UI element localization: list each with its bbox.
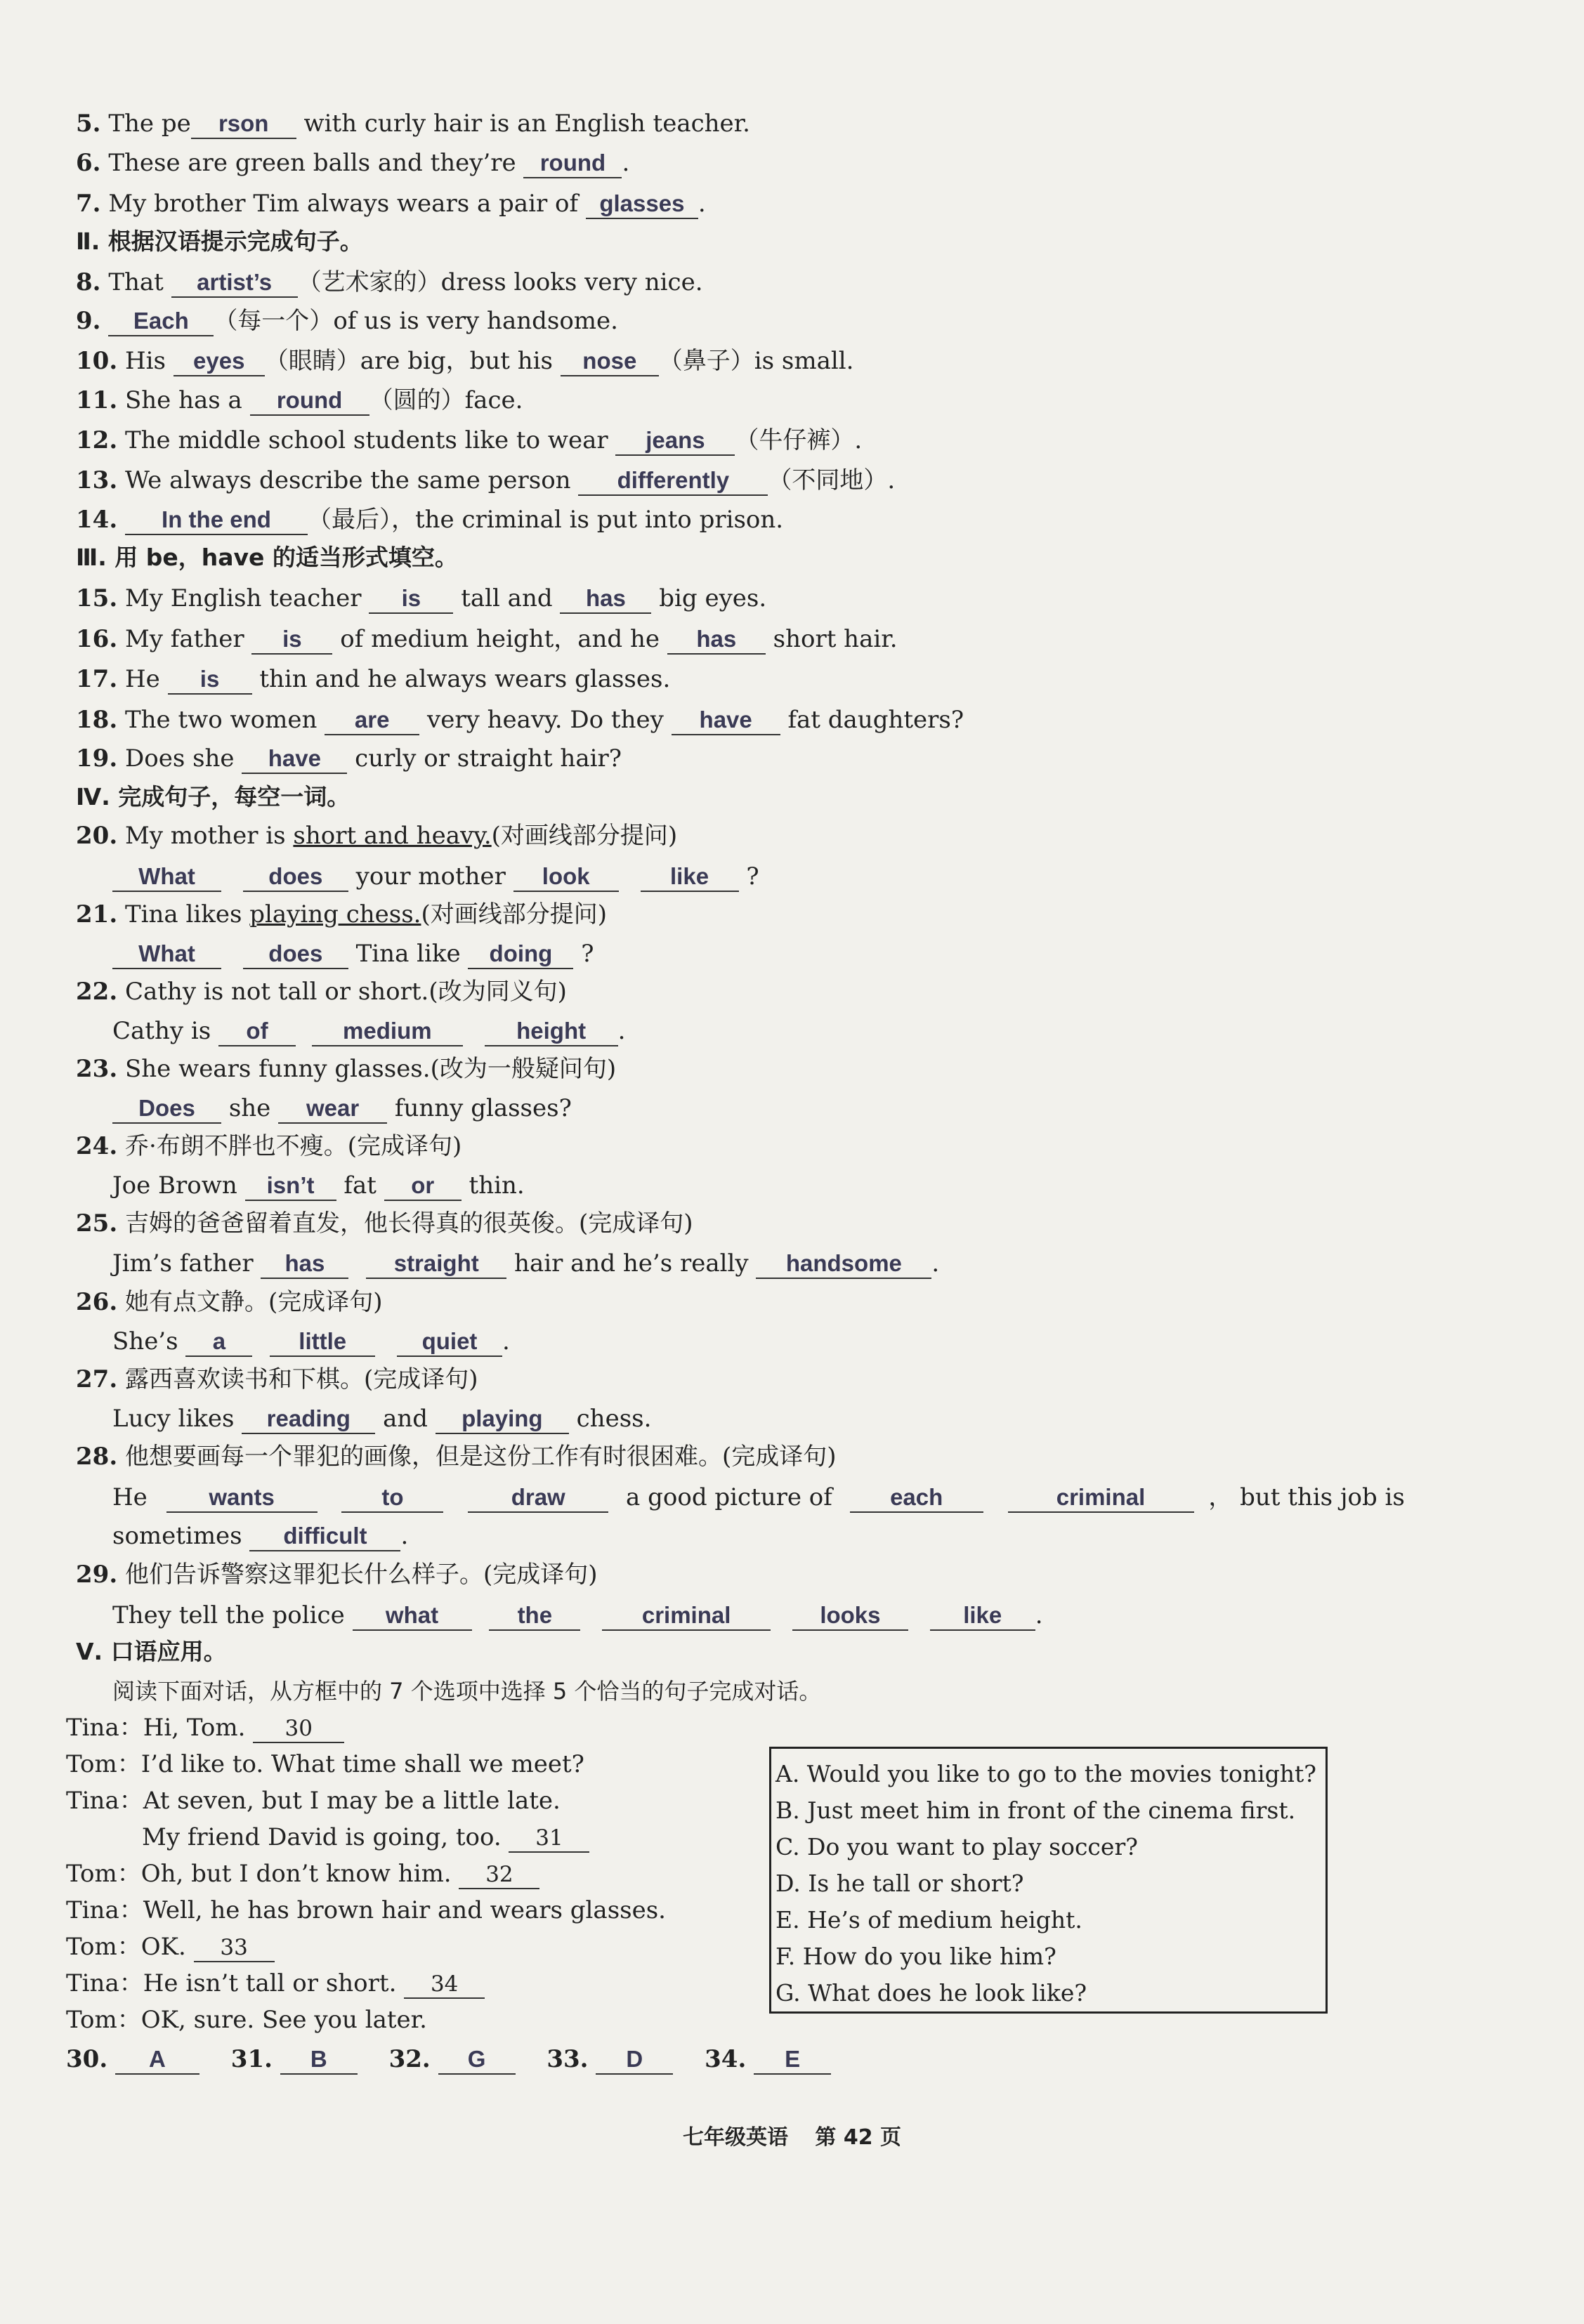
footer-subject: 七年级英语: [682, 2125, 788, 2150]
options-box: [769, 1747, 1328, 2014]
question-14: 14. In the end （最后），the criminal is put into prison.: [76, 506, 784, 534]
question-16: 16. My father is of medium height，and he has short hair.: [76, 625, 898, 653]
section-5-heading: Ⅴ. 口语应用。: [76, 1638, 227, 1665]
question-8: 8. That artist’s （艺术家的）dress looks very nice.: [76, 268, 703, 296]
question-27-answer-line: Lucy likes reading and playing chess.: [112, 1405, 652, 1433]
option-b: B. Just meet him in front of the cinema first.: [775, 1797, 1296, 1824]
question-21: 21. Tina likes playing chess.(对画线部分提问): [76, 900, 607, 928]
question-13: 13. We always describe the same person differently （不同地）.: [76, 466, 896, 494]
question-27: 27. 露西喜欢读书和下棋。(完成译句): [76, 1365, 478, 1393]
dialogue-line-2: Tom：I’d like to. What time shall we meet?: [66, 1750, 584, 1778]
option-a: A. Would you like to go to the movies tonight?: [775, 1760, 1316, 1787]
question-28: 28. 他想要画每一个罪犯的画像，但是这份工作有时很困难。(完成译句): [76, 1443, 837, 1471]
question-22: 22. Cathy is not tall or short.(改为同义句): [76, 978, 567, 1006]
question-22-answer-line: Cathy is of medium height .: [112, 1017, 626, 1045]
question-18: 18. The two women are very heavy. Do they have fat daughters?: [76, 706, 964, 734]
dialogue-line-7: Tom：OK. 33: [66, 1931, 275, 1962]
question-20-answer-line: What does your mother look like ?: [112, 861, 759, 892]
question-29-answer-line: They tell the police what the criminal looks like .: [112, 1601, 1043, 1629]
question-26-answer-line: She’s a little quiet .: [112, 1327, 510, 1355]
question-28-answer-line: He wants to draw a good picture of each criminal ， but this job is: [112, 1483, 1405, 1511]
question-25-answer-line: Jim’s father has straight hair and he’s really handsome .: [112, 1249, 940, 1278]
question-6: 6. These are green balls and they’re round .: [76, 149, 630, 177]
option-d: D. Is he tall or short?: [775, 1870, 1024, 1897]
question-26: 26. 她有点文静。(完成译句): [76, 1288, 383, 1316]
page-footer: [0, 2120, 1584, 2151]
answer-blank: glasses: [586, 190, 698, 219]
dialogue-line-5: Tom：Oh, but I don’t know him. 32: [66, 1858, 539, 1889]
question-5: 5. The pe rson with curly hair is an English teacher.: [76, 110, 750, 138]
answer-blank: round: [523, 149, 622, 178]
section-3-heading: Ⅲ. 用 be，have 的适当形式填空。: [76, 544, 458, 571]
question-17: 17. He is thin and he always wears glasses.: [76, 665, 671, 693]
question-9: 9. Each （每一个）of us is very handsome.: [76, 307, 618, 335]
question-24: 24. 乔·布朗不胖也不瘦。(完成译句): [76, 1132, 462, 1160]
answer-blank: rson: [191, 110, 296, 139]
question-23-answer-line: Does she wear funny glasses?: [112, 1093, 572, 1124]
dialogue-line-1: Tina：Hi, Tom. 30: [66, 1712, 344, 1743]
dialogue-line-6: Tina：Well, he has brown hair and wears glasses.: [66, 1896, 666, 1924]
option-c: C. Do you want to play soccer?: [775, 1833, 1138, 1860]
dialogue-line-3: Tina：At seven, but I may be a little late.: [66, 1787, 561, 1815]
question-10: 10. His eyes （眼睛）are big，but his nose （鼻子）is small.: [76, 347, 854, 375]
footer-page-number: 第 42 页: [815, 2125, 902, 2150]
section-5-instructions: 阅读下面对话，从方框中的 7 个选项中选择 5 个恰当的句子完成对话。: [112, 1678, 822, 1705]
question-29: 29. 他们告诉警察这罪犯长什么样子。(完成译句): [76, 1561, 598, 1589]
option-f: F. How do you like him?: [775, 1943, 1056, 1970]
question-7: 7. My brother Tim always wears a pair of glasses .: [76, 190, 706, 218]
question-24-answer-line: Joe Brown isn’t fat or thin.: [112, 1171, 525, 1200]
question-15: 15. My English teacher is tall and has big eyes.: [76, 584, 767, 612]
section-2-heading: Ⅱ. 根据汉语提示完成句子。: [76, 228, 363, 255]
section-4-heading: Ⅳ. 完成句子，每空一词。: [76, 783, 351, 810]
question-28-answer-line-2: sometimes difficult .: [112, 1522, 409, 1550]
option-e: E. He’s of medium height.: [775, 1906, 1082, 1934]
question-11: 11. She has a round （圆的）face.: [76, 386, 523, 414]
question-12: 12. The middle school students like to wear jeans （牛仔裤）.: [76, 426, 863, 454]
option-g: G. What does he look like?: [775, 1979, 1087, 2007]
answers-row: 30. A 31. B 32. G 33. D 34. E: [66, 2044, 831, 2075]
question-21-answer-line: What does Tina like doing ?: [112, 938, 594, 969]
dialogue-line-8: Tina：He isn’t tall or short. 34: [66, 1968, 485, 1999]
dialogue-line-9: Tom：OK, sure. See you later.: [66, 2006, 427, 2034]
question-19: 19. Does she have curly or straight hair?: [76, 744, 622, 773]
question-20: 20. My mother is short and heavy.(对画线部分提问): [76, 822, 678, 850]
question-25: 25. 吉姆的爸爸留着直发，他长得真的很英俊。(完成译句): [76, 1209, 693, 1238]
dialogue-line-4: My friend David is going, too. 31: [142, 1822, 589, 1853]
question-23: 23. She wears funny glasses.(改为一般疑问句): [76, 1055, 617, 1083]
